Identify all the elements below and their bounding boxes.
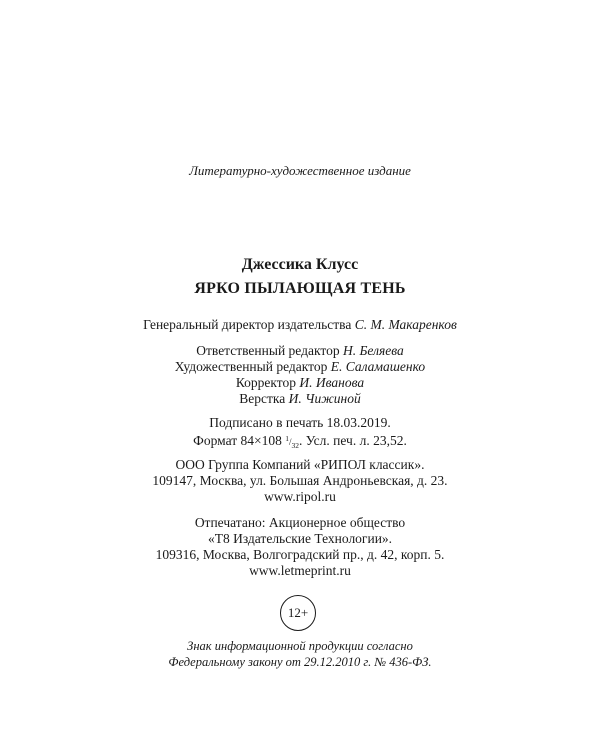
- format-line: [0, 430, 600, 454]
- staff-name: Н. Беляева: [342, 343, 404, 358]
- general-director-label: Генеральный директор издательства: [143, 317, 352, 332]
- staff-line-editor: [0, 342, 600, 359]
- format-fraction: $^1/_{32}$: [285, 434, 299, 450]
- publisher-address: 109147, Москва, ул. Большая Андроньевская, д. 23.: [152, 473, 448, 488]
- general-director-name: С. М. Макаренков: [354, 317, 457, 332]
- edition-type: Литературно-художественное издание: [189, 163, 411, 178]
- printer-address: 109316, Москва, Волгоградский пр., д. 42, корп. 5.: [155, 547, 445, 562]
- publisher-website: www.ripol.ru: [264, 489, 336, 504]
- staff-role: Верстка: [239, 391, 286, 406]
- printer-line-2: «Т8 Издательские Технологии».: [207, 531, 393, 546]
- format-suffix: . Усл. печ. л. 23,52.: [299, 433, 407, 448]
- staff-role: Художественный редактор: [174, 359, 328, 374]
- staff-line-layout: [0, 390, 600, 407]
- printer-website: www.letmeprint.ru: [249, 563, 351, 578]
- legal-notice-line-2: Федеральному закону от 29.12.2010 г. № 436-ФЗ.: [168, 655, 432, 669]
- printer-line-1: Отпечатано: Акционерное общество: [194, 515, 406, 530]
- format-prefix: Формат 84×108: [193, 433, 282, 448]
- staff-name: И. Иванова: [299, 375, 365, 390]
- staff-name: Е. Саламашенко: [330, 359, 426, 374]
- staff-name: И. Чижиной: [288, 391, 361, 406]
- general-director-line: [0, 316, 600, 333]
- publisher-name: ООО Группа Компаний «РИПОЛ классик».: [175, 457, 425, 472]
- staff-role: Корректор: [235, 375, 297, 390]
- age-rating-badge: 12+: [280, 595, 316, 631]
- staff-line-art-editor: [0, 358, 600, 375]
- staff-role: Ответственный редактор: [196, 343, 340, 358]
- staff-line-proofreader: [0, 374, 600, 391]
- signed-for-print: Подписано в печать 18.03.2019.: [209, 415, 391, 430]
- book-title: ЯРКО ПЫЛАЮЩАЯ ТЕНЬ: [194, 280, 406, 297]
- fraction-numerator: 1: [285, 434, 289, 443]
- legal-notice-line-1: Знак информационной продукции согласно: [187, 639, 413, 653]
- fraction-denominator: 32: [291, 440, 299, 450]
- author-name: Джессика Клусс: [241, 256, 359, 273]
